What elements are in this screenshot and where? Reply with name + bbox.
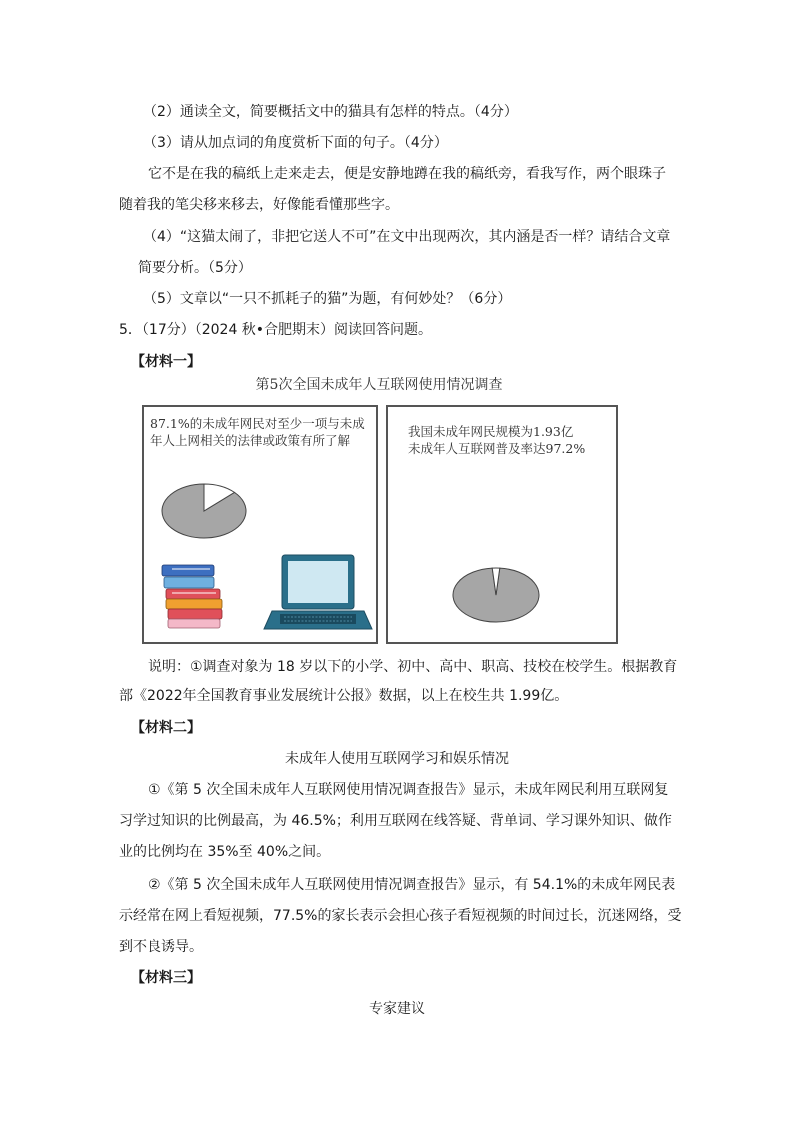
left-panel-text-line1: 87.1%的未成年网民对至少一项与未成 xyxy=(150,416,365,431)
question-4-line2: 简要分析。（5分） xyxy=(138,260,252,276)
left-panel-graphics xyxy=(144,407,376,642)
material-2-p1-line2: 习学过知识的比例最高，为 46.5%；利用互联网在线答疑、背单词、学习课外知识、做作 xyxy=(119,813,672,829)
material-2-title: 未成年人使用互联网学习和娱乐情况 xyxy=(285,751,509,767)
material-2-p2-line2: 示经常在网上看短视频，77.5%的家长表示会担心孩子看短视频的时间过长，沉迷网络，受 xyxy=(119,908,682,924)
laptop-icon xyxy=(264,555,372,629)
material-1-note-line2: 部《2022年全国教育事业发展统计公报》数据，以上在校生共 1.99亿。 xyxy=(119,688,569,704)
question-4-line1: （4）“这猫太闹了，非把它送人不可”在文中出现两次，其内涵是否一样？请结合文章 xyxy=(143,229,671,245)
pie-chart-internet-penetration xyxy=(453,568,539,622)
question-3: （3）请从加点词的角度赏析下面的句子。（4分） xyxy=(143,135,448,151)
question-2: （2）通读全文，简要概括文中的猫具有怎样的特点。（4分） xyxy=(143,104,518,120)
question-3-quote-line2: 随着我的笔尖移来移去，好像能看懂那些字。 xyxy=(119,197,399,213)
question-5: （5）文章以“一只不抓耗子的猫”为题，有何妙处？（6分） xyxy=(143,291,512,307)
problem-5-header: 5．（17分）（2024 秋•合肥期末）阅读回答问题。 xyxy=(119,322,433,338)
material-2-p2-line1: ②《第 5 次全国未成年人互联网使用情况调查报告》显示，有 54.1%的未成年网民表 xyxy=(148,877,676,893)
material-1-label: 【材料一】 xyxy=(131,354,201,370)
right-panel xyxy=(386,405,618,644)
figure-title: 第5次全国未成年人互联网使用情况调查 xyxy=(255,377,503,393)
material-2-p1-line3: 业的比例均在 35%至 40%之间。 xyxy=(119,844,331,860)
material-3-title: 专家建议 xyxy=(369,1001,425,1017)
material-2-p1-line1: ①《第 5 次全国未成年人互联网使用情况调查报告》显示，未成年网民利用互联网复 xyxy=(148,782,669,798)
right-panel-graphics xyxy=(388,407,616,642)
pie-chart-legal-awareness xyxy=(162,484,246,538)
material-2-label: 【材料二】 xyxy=(131,720,201,736)
material-1-note-line1: 说明：①调查对象为 18 岁以下的小学、初中、高中、职高、技校在校学生。根据教育 xyxy=(148,659,678,675)
books-icon xyxy=(162,565,222,628)
material-3-label: 【材料三】 xyxy=(131,970,201,986)
left-panel xyxy=(142,405,378,644)
right-panel-text-line1: 我国未成年网民规模为1.93亿 xyxy=(408,424,574,439)
right-panel-text-line2: 未成年人互联网普及率达97.2% xyxy=(408,441,586,456)
question-3-quote-line1: 它不是在我的稿纸上走来走去，便是安静地蹲在我的稿纸旁，看我写作，两个眼珠子 xyxy=(148,166,666,182)
material-2-p2-line3: 到不良诱导。 xyxy=(119,939,203,955)
left-panel-text-line2: 年人上网相关的法律或政策有所了解 xyxy=(150,433,351,448)
